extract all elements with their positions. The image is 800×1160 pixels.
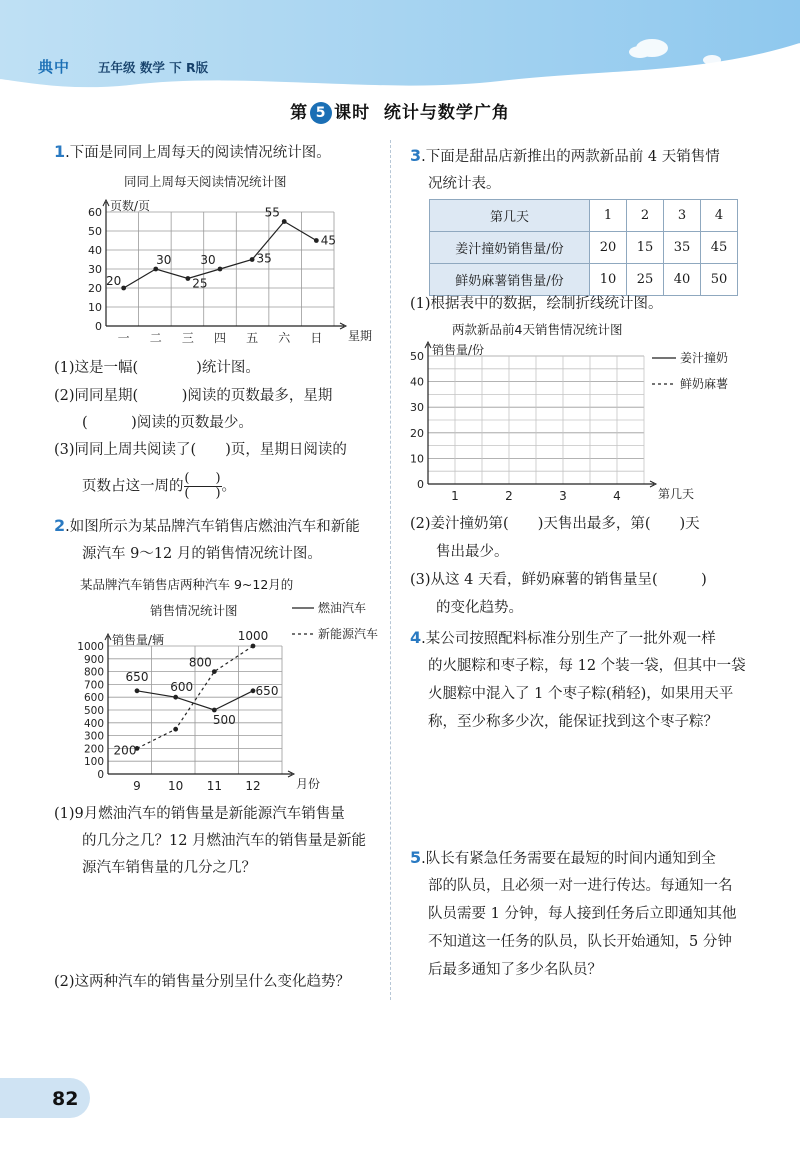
y-tick-label: 50 bbox=[88, 225, 102, 238]
q4-line-3: 火腿粽中混入了 1 个枣子粽(稍轻)，如果用天平 bbox=[428, 686, 734, 702]
chart3-title: 两款新品前4天销售情况统计图 bbox=[452, 322, 623, 337]
x-axis-label: 星期 bbox=[348, 329, 373, 343]
q3-part2-cont: 售出最少。 bbox=[436, 544, 509, 560]
page-number: 82 bbox=[52, 1088, 79, 1110]
x-tick-label: 1 bbox=[451, 489, 459, 503]
y-tick-label: 700 bbox=[83, 679, 104, 692]
chart3-blank-grid[interactable] bbox=[398, 336, 758, 504]
x-tick-label: 二 bbox=[149, 331, 162, 345]
data-point bbox=[153, 267, 158, 272]
q2-number: 2 bbox=[54, 516, 66, 535]
chart1-reading bbox=[60, 188, 373, 348]
x-tick-label: 9 bbox=[133, 779, 141, 793]
table-cell: 20 bbox=[590, 232, 627, 264]
data-label: 35 bbox=[256, 251, 272, 266]
q1-stem-text: .下面是同同上周每天的阅读情况统计图。 bbox=[65, 145, 331, 161]
data-point bbox=[212, 708, 217, 713]
q4-text: .某公司按照配料标准分别生产了一批外观一样 bbox=[421, 631, 716, 647]
data-label: 30 bbox=[200, 253, 216, 267]
data-point bbox=[250, 257, 255, 262]
q1-part3: (3)同同上周共阅读了( )页，星期日阅读的 bbox=[54, 442, 347, 458]
y-tick-label: 500 bbox=[83, 705, 104, 717]
lesson-title bbox=[0, 98, 800, 124]
grade-label: 五年级 数学 下 R版 bbox=[98, 60, 209, 75]
table-cell: 4 bbox=[701, 200, 738, 232]
x-tick-label: 11 bbox=[206, 779, 222, 793]
column-divider bbox=[390, 140, 391, 1000]
series-line bbox=[124, 222, 317, 289]
data-label: 650 bbox=[255, 683, 279, 698]
y-tick-label: 30 bbox=[410, 401, 424, 415]
y-tick-label: 1000 bbox=[77, 641, 104, 653]
lesson-name: 统计与数学广角 bbox=[383, 103, 510, 123]
q3-part3: (3)从这 4 天看，鲜奶麻薯的销售量呈( ) bbox=[410, 572, 707, 588]
y-tick-label: 100 bbox=[83, 756, 104, 769]
x-tick-label: 五 bbox=[246, 331, 259, 345]
q5-text: .队长有紧急任务需要在最短的时间内通知到全 bbox=[421, 851, 716, 867]
y-axis-label: 销售量/份 bbox=[432, 343, 485, 357]
chart2-subtitle: 销售情况统计图 bbox=[150, 603, 238, 618]
answer-fraction-blank[interactable]: $\frac{( )}{( )}$ bbox=[184, 471, 221, 501]
table-cell: 50 bbox=[701, 264, 738, 296]
data-point bbox=[121, 286, 126, 291]
legend-label: 燃油汽车 bbox=[318, 601, 367, 615]
data-label: 500 bbox=[212, 713, 236, 727]
q4-number: 4 bbox=[410, 628, 422, 647]
x-axis-label: 月份 bbox=[296, 777, 321, 791]
table-cell: 10 bbox=[590, 264, 627, 296]
q1-part2: (2)同同星期( )阅读的页数最多，星期 bbox=[54, 388, 333, 404]
q3-part3-cont: 的变化趋势。 bbox=[436, 600, 523, 616]
x-axis-label: 第几天 bbox=[658, 487, 695, 501]
data-label: 55 bbox=[264, 205, 280, 220]
table-row-label: 姜汁撞奶销售量/份 bbox=[430, 232, 590, 264]
q3-stem-text: .下面是甜品店新推出的两款新品前 4 天销售情 bbox=[421, 149, 720, 165]
y-tick-label: 300 bbox=[83, 730, 104, 743]
data-point bbox=[185, 276, 190, 281]
y-tick-label: 900 bbox=[83, 653, 104, 666]
q1-part3-cont bbox=[82, 472, 236, 501]
data-label: 20 bbox=[106, 274, 122, 288]
q1-part3-text: 页数占这一周的 bbox=[82, 478, 184, 495]
q4-line-1 bbox=[410, 624, 716, 653]
q2-stem-1 bbox=[54, 512, 360, 541]
q2-part1-cont: 的几分之几？12 月燃油汽车的销售量是新能 bbox=[82, 833, 367, 849]
q1-part1: (1)这是一幅( )统计图。 bbox=[54, 360, 260, 376]
q3-stem-2: 况统计表。 bbox=[428, 176, 501, 192]
q2-part1-cont2: 源汽车销售量的几分之几？ bbox=[82, 860, 256, 876]
x-tick-label: 10 bbox=[168, 779, 184, 793]
data-point bbox=[282, 219, 287, 224]
table-cell: 1 bbox=[590, 200, 627, 232]
header-wave bbox=[0, 0, 800, 92]
data-point bbox=[173, 727, 178, 732]
q5-line-3: 队员需要 1 分钟，每人接到任务后立即通知其他 bbox=[428, 906, 737, 922]
q5-line-2: 部的队员，且必须一对一进行传达。每通知一名 bbox=[428, 878, 733, 894]
q4-line-2: 的火腿粽和枣子粽，每 12 个装一袋，但其中一袋 bbox=[428, 658, 746, 674]
chart2-title: 某品牌汽车销售店两种汽车 9~12月的 bbox=[80, 577, 294, 592]
y-tick-label: 60 bbox=[88, 206, 102, 219]
q3-part1: (1)根据表中的数据，绘制折线统计图。 bbox=[410, 296, 663, 312]
y-tick-label: 30 bbox=[88, 263, 102, 276]
table-cell: 2 bbox=[627, 200, 664, 232]
y-tick-label: 10 bbox=[88, 301, 102, 314]
y-tick-label: 10 bbox=[410, 452, 424, 466]
q3-part2: (2)姜汁撞奶第( )天售出最多，第( )天 bbox=[410, 516, 700, 532]
x-tick-label: 六 bbox=[278, 331, 291, 345]
table-cell: 45 bbox=[701, 232, 738, 264]
q1-frac-suffix: 。 bbox=[221, 478, 236, 495]
x-tick-label: 2 bbox=[505, 489, 513, 503]
data-label: 800 bbox=[188, 655, 212, 670]
legend-label: 新能源汽车 bbox=[318, 627, 379, 641]
x-tick-label: 一 bbox=[117, 331, 130, 345]
data-point bbox=[173, 695, 178, 700]
x-tick-label: 三 bbox=[181, 331, 194, 345]
y-tick-label: 600 bbox=[83, 692, 104, 705]
y-tick-label: 800 bbox=[83, 666, 104, 679]
table-cell: 35 bbox=[664, 232, 701, 264]
data-label: 25 bbox=[192, 276, 208, 291]
q2-stem-2: 源汽车 9～12 月的销售情况统计图。 bbox=[82, 546, 322, 562]
data-label: 600 bbox=[170, 680, 194, 695]
q5-line-5: 后最多通知了多少名队员？ bbox=[428, 962, 602, 978]
table-cell: 15 bbox=[627, 232, 664, 264]
y-axis-label: 页数/页 bbox=[110, 199, 151, 213]
lesson-suffix: 课时 bbox=[334, 103, 371, 123]
legend-label: 鲜奶麻薯 bbox=[680, 377, 729, 391]
table-cell: 25 bbox=[627, 264, 664, 296]
x-tick-label: 3 bbox=[559, 489, 567, 503]
q2-part2: (2)这两种汽车的销售量分别呈什么变化趋势？ bbox=[54, 974, 351, 990]
data-point bbox=[251, 644, 256, 649]
q5-line-4: 不知道这一任务的队员，队长开始通知，5 分钟 bbox=[428, 934, 732, 950]
table-cell: 40 bbox=[664, 264, 701, 296]
x-tick-label: 四 bbox=[213, 331, 227, 345]
q1-stem bbox=[54, 138, 331, 167]
y-axis-label: 销售量/辆 bbox=[112, 633, 165, 647]
lesson-number: 5 bbox=[310, 102, 332, 124]
q3-number: 3 bbox=[410, 146, 422, 165]
table-cell: 3 bbox=[664, 200, 701, 232]
header-band bbox=[0, 0, 800, 92]
sales-table bbox=[429, 199, 738, 296]
q1-part2-cont: ( )阅读的页数最少。 bbox=[82, 415, 253, 431]
data-label: 650 bbox=[125, 669, 149, 684]
q3-stem-1 bbox=[410, 142, 720, 171]
y-tick-label: 0 bbox=[417, 478, 424, 491]
chart2-car-sales bbox=[60, 598, 390, 798]
y-tick-label: 20 bbox=[410, 426, 424, 440]
lesson-prefix: 第 bbox=[290, 103, 309, 123]
x-tick-label: 日 bbox=[310, 331, 323, 345]
table-row bbox=[430, 200, 738, 232]
q5-number: 5 bbox=[410, 848, 422, 867]
data-label: 200 bbox=[113, 743, 137, 758]
table-row bbox=[430, 232, 738, 264]
data-point bbox=[218, 267, 223, 272]
data-label: 30 bbox=[156, 253, 172, 267]
q2-stem-text: .如图所示为某品牌汽车销售店燃油汽车和新能 bbox=[65, 519, 360, 535]
q1-number: 1 bbox=[54, 142, 66, 161]
y-tick-label: 50 bbox=[410, 350, 424, 363]
y-tick-label: 20 bbox=[88, 282, 102, 295]
y-tick-label: 0 bbox=[97, 769, 104, 781]
y-tick-label: 0 bbox=[95, 320, 102, 333]
table-row-label: 第几天 bbox=[430, 200, 590, 232]
y-tick-label: 40 bbox=[88, 244, 102, 257]
data-label: 1000 bbox=[237, 629, 269, 643]
q4-line-4: 称，至少称多少次，能保证找到这个枣子粽？ bbox=[428, 714, 718, 730]
chart1-title: 同同上周每天阅读情况统计图 bbox=[124, 174, 287, 189]
y-tick-label: 400 bbox=[83, 717, 104, 730]
x-tick-label: 4 bbox=[613, 489, 621, 503]
data-point bbox=[135, 688, 140, 693]
y-tick-label: 40 bbox=[410, 375, 424, 389]
brand-logo: 典中 bbox=[38, 58, 71, 76]
data-point bbox=[314, 238, 319, 243]
data-point bbox=[212, 669, 217, 674]
table-row-label: 鲜奶麻薯销售量/份 bbox=[430, 264, 590, 296]
y-tick-label: 200 bbox=[83, 743, 104, 756]
q2-part1: (1)9月燃油汽车的销售量是新能源汽车销售量 bbox=[54, 806, 345, 822]
data-label: 45 bbox=[320, 233, 336, 248]
legend-label: 姜汁撞奶 bbox=[680, 351, 729, 365]
q5-line-1 bbox=[410, 844, 716, 873]
x-tick-label: 12 bbox=[245, 779, 261, 793]
